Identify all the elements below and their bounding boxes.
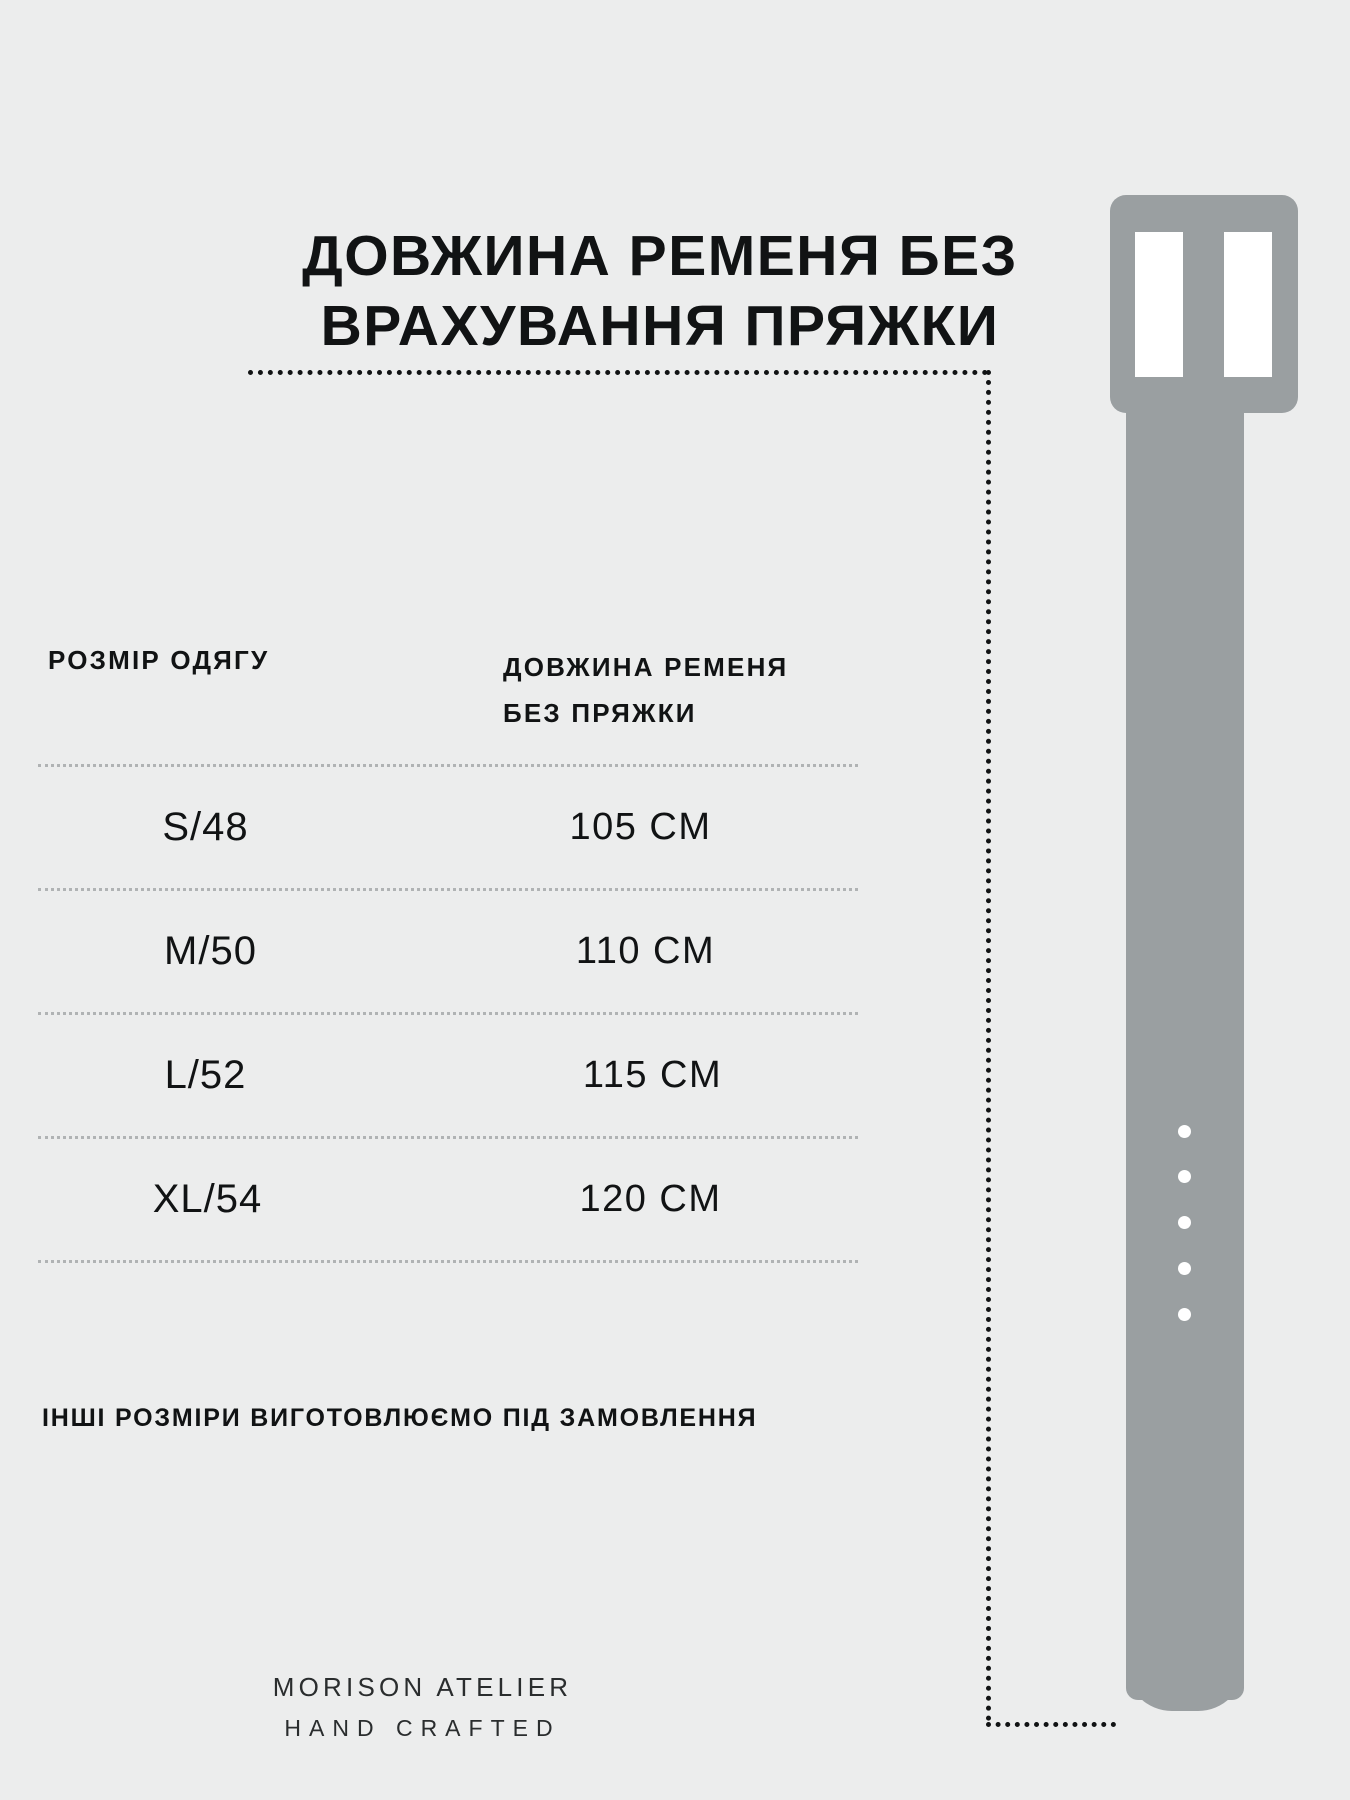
cell-size: L/52 xyxy=(164,1053,247,1097)
cell-length: 115 CM xyxy=(582,1054,723,1096)
size-table xyxy=(38,645,858,1263)
frame-top-dotted-line xyxy=(248,370,988,375)
cell-size: M/50 xyxy=(164,929,257,973)
table-row xyxy=(38,1139,858,1260)
page-title-line-1: ДОВЖИНА РЕМЕНЯ БЕЗ xyxy=(302,224,1018,288)
custom-order-note: ІНШІ РОЗМІРИ ВИГОТОВЛЮЄМО ПІД ЗАМОВЛЕННЯ xyxy=(42,1404,758,1432)
table-row xyxy=(38,1015,858,1136)
cell-length: 120 CM xyxy=(579,1178,722,1220)
frame-right-dotted-line xyxy=(986,370,991,1722)
brand-footer xyxy=(0,1672,845,1742)
belt-hole xyxy=(1178,1125,1191,1138)
cell-size: S/48 xyxy=(162,805,249,849)
belt-hole xyxy=(1178,1170,1191,1183)
belt-illustration xyxy=(1110,195,1300,1725)
buckle-prong xyxy=(1183,217,1224,392)
table-row xyxy=(38,891,858,1012)
belt-buckle xyxy=(1110,195,1298,413)
table-row xyxy=(38,767,858,888)
buckle-opening-right xyxy=(1224,232,1272,377)
column-header-length-line-1: ДОВЖИНА РЕМЕНЯ xyxy=(503,652,789,682)
page-title xyxy=(290,222,1030,361)
belt-strap-tip xyxy=(1126,1665,1244,1711)
cell-size: XL/54 xyxy=(152,1177,263,1221)
belt-hole xyxy=(1178,1262,1191,1275)
column-header-size: РОЗМІР ОДЯГУ xyxy=(48,645,270,675)
column-header-length xyxy=(503,645,858,736)
cell-length: 105 CM xyxy=(569,806,712,848)
belt-hole xyxy=(1178,1308,1191,1321)
brand-tagline: HAND CRAFTED xyxy=(284,1715,561,1741)
belt-strap xyxy=(1126,405,1244,1700)
frame-bottom-dotted-line xyxy=(986,1722,1116,1727)
brand-name: MORISON ATELIER xyxy=(272,1672,573,1702)
buckle-opening-left xyxy=(1135,232,1183,377)
cell-length: 110 CM xyxy=(575,930,716,972)
table-header-row xyxy=(38,645,858,764)
column-header-length-line-2: БЕЗ ПРЯЖКИ xyxy=(503,697,697,728)
row-separator xyxy=(38,1260,858,1263)
page-title-line-2: ВРАХУВАННЯ ПРЯЖКИ xyxy=(320,293,1000,358)
belt-hole xyxy=(1178,1216,1191,1229)
